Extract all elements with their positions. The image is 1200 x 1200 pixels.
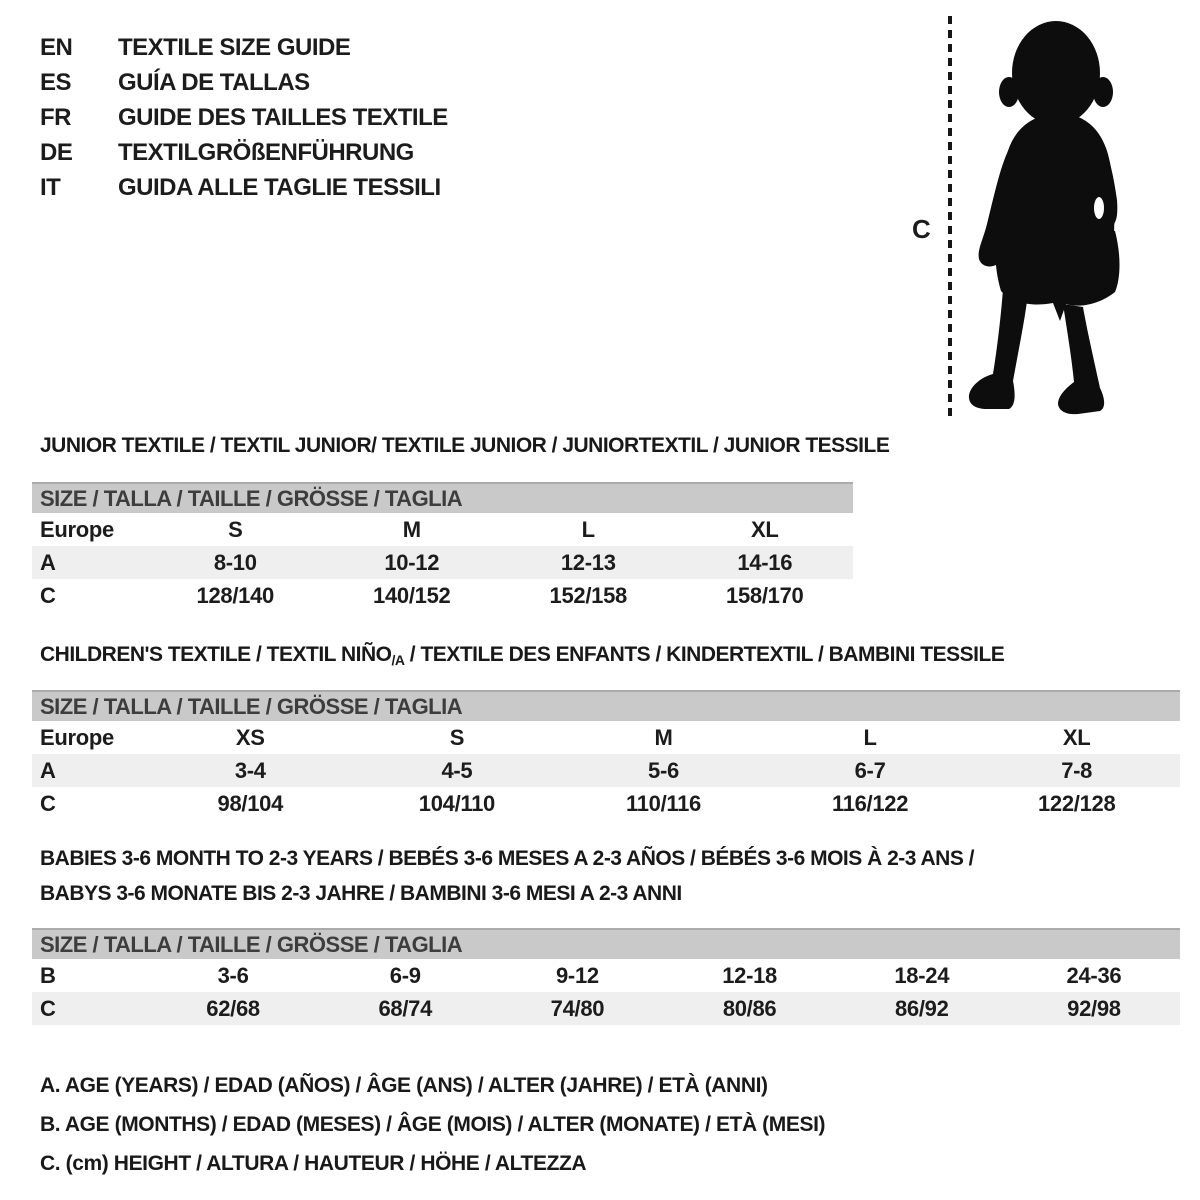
language-code: EN (40, 34, 73, 61)
children-size-table (32, 690, 1180, 820)
language-title-list (40, 30, 448, 205)
size-cell: 74/80 (550, 996, 605, 1021)
size-cell: 116/122 (831, 791, 909, 816)
babies-size-table (32, 928, 1180, 1025)
size-cell: 86/92 (894, 996, 949, 1021)
table-row (32, 754, 1180, 787)
height-measure-dashed-line (948, 16, 952, 416)
table-row (32, 513, 853, 546)
language-code: FR (40, 104, 71, 131)
babies-section-title-line1: BABIES 3-6 MONTH TO 2-3 YEARS / BEBÉS 3-6 MESES A 2-3 AÑOS / BÉBÉS 3-6 MOIS À 2-3 ANS / (40, 847, 975, 870)
footnote-legend (40, 1066, 825, 1183)
language-row (40, 100, 448, 135)
guide-title: GUIDA ALLE TAGLIE TESSILI (118, 174, 441, 201)
guide-title: TEXTILGRÖßENFÜHRUNG (118, 139, 414, 166)
size-cell: 8-10 (213, 550, 257, 575)
children-title-text: / TEXTILE DES ENFANTS / KINDERTEXTIL / BAMBINI TESSILE (404, 643, 1005, 666)
babies-section-title-line2: BABYS 3-6 MONATE BIS 2-3 JAHRE / BAMBINI 3-6 MESI A 2-3 ANNI (40, 882, 682, 905)
table-row (32, 579, 853, 612)
size-cell: 3-4 (234, 758, 266, 783)
language-code: IT (40, 174, 61, 201)
size-header-bar: SIZE / TALLA / TAILLE / GRÖSSE / TAGLIA (32, 690, 1180, 721)
children-title-sub: /A (391, 652, 405, 668)
size-cell: 6-9 (389, 963, 421, 988)
size-cell: 92/98 (1067, 996, 1121, 1021)
junior-section-title: JUNIOR TEXTILE / TEXTIL JUNIOR/ TEXTILE JUNIOR / JUNIORTEXTIL / JUNIOR TESSILE (40, 434, 890, 457)
table-row (32, 992, 1180, 1025)
size-cell: 4-5 (441, 758, 473, 783)
guide-title: TEXTILE SIZE GUIDE (118, 34, 351, 61)
language-code: ES (40, 69, 72, 96)
row-label: A (40, 758, 56, 783)
size-cell: 152/158 (549, 583, 627, 608)
height-measure-label: C (912, 214, 931, 244)
size-cell: 14-16 (737, 550, 793, 575)
size-cell: XL (1062, 725, 1091, 750)
language-row (40, 30, 448, 65)
language-row (40, 135, 448, 170)
children-section-title (40, 643, 1004, 668)
size-cell: S (449, 725, 465, 750)
size-cell: 110/116 (625, 791, 701, 816)
row-label: B (40, 963, 56, 988)
table-row (32, 546, 853, 579)
size-header-bar: SIZE / TALLA / TAILLE / GRÖSSE / TAGLIA (32, 928, 1180, 959)
guide-title: GUÍA DE TALLAS (118, 69, 310, 96)
size-cell: L (863, 725, 877, 750)
table-row (32, 959, 1180, 992)
table-row (32, 721, 1180, 754)
size-cell: 158/170 (726, 583, 804, 608)
guide-title: GUIDE DES TAILLES TEXTILE (118, 104, 448, 131)
footnote-c: C. (cm) HEIGHT / ALTURA / HAUTEUR / HÖHE / ALTEZZA (40, 1152, 587, 1175)
size-cell: 7-8 (1061, 758, 1093, 783)
size-cell: 24-36 (1066, 963, 1122, 988)
language-code: DE (40, 139, 73, 166)
size-cell: 10-12 (384, 550, 440, 575)
row-label: Europe (40, 517, 114, 542)
size-cell: 18-24 (894, 963, 950, 988)
row-label: C (40, 791, 56, 816)
size-cell: S (228, 517, 243, 542)
size-cell: 12-18 (722, 963, 777, 988)
size-cell: 122/128 (1037, 791, 1116, 816)
size-cell: 12-13 (560, 550, 616, 575)
size-cell: 3-6 (217, 963, 249, 988)
size-cell: 62/68 (206, 996, 260, 1021)
size-cell: 9-12 (556, 963, 599, 988)
size-cell: XL (750, 517, 779, 542)
size-cell: L (581, 517, 595, 542)
row-label: C (40, 583, 56, 608)
language-row (40, 65, 448, 100)
toddler-silhouette-icon (956, 18, 1146, 416)
junior-size-table (32, 482, 853, 612)
row-label: A (40, 550, 56, 575)
language-row (40, 170, 448, 205)
size-cell: 98/104 (217, 791, 284, 816)
footnote-b: B. AGE (MONTHS) / EDAD (MESES) / ÂGE (MOIS) / ALTER (MONATE) / ETÀ (MESI) (40, 1113, 826, 1136)
footnote-a: A. AGE (YEARS) / EDAD (AÑOS) / ÂGE (ANS) / ALTER (JAHRE) / ETÀ (ANNI) (40, 1074, 768, 1097)
size-cell: 5-6 (648, 758, 679, 783)
size-cell: 6-7 (854, 758, 886, 783)
size-cell: 80/86 (722, 996, 777, 1021)
table-row (32, 787, 1180, 820)
size-cell: M (402, 517, 421, 542)
size-cell: XS (235, 725, 265, 750)
children-title-text: CHILDREN'S TEXTILE / TEXTIL NIÑO (40, 643, 392, 666)
size-cell: 104/110 (418, 791, 495, 816)
size-cell: 68/74 (378, 996, 433, 1021)
size-cell: M (654, 725, 673, 750)
row-label: C (40, 996, 56, 1021)
size-cell: 140/152 (373, 583, 451, 608)
row-label: Europe (40, 725, 114, 750)
size-header-bar: SIZE / TALLA / TAILLE / GRÖSSE / TAGLIA (32, 482, 853, 513)
size-cell: 128/140 (196, 583, 274, 608)
